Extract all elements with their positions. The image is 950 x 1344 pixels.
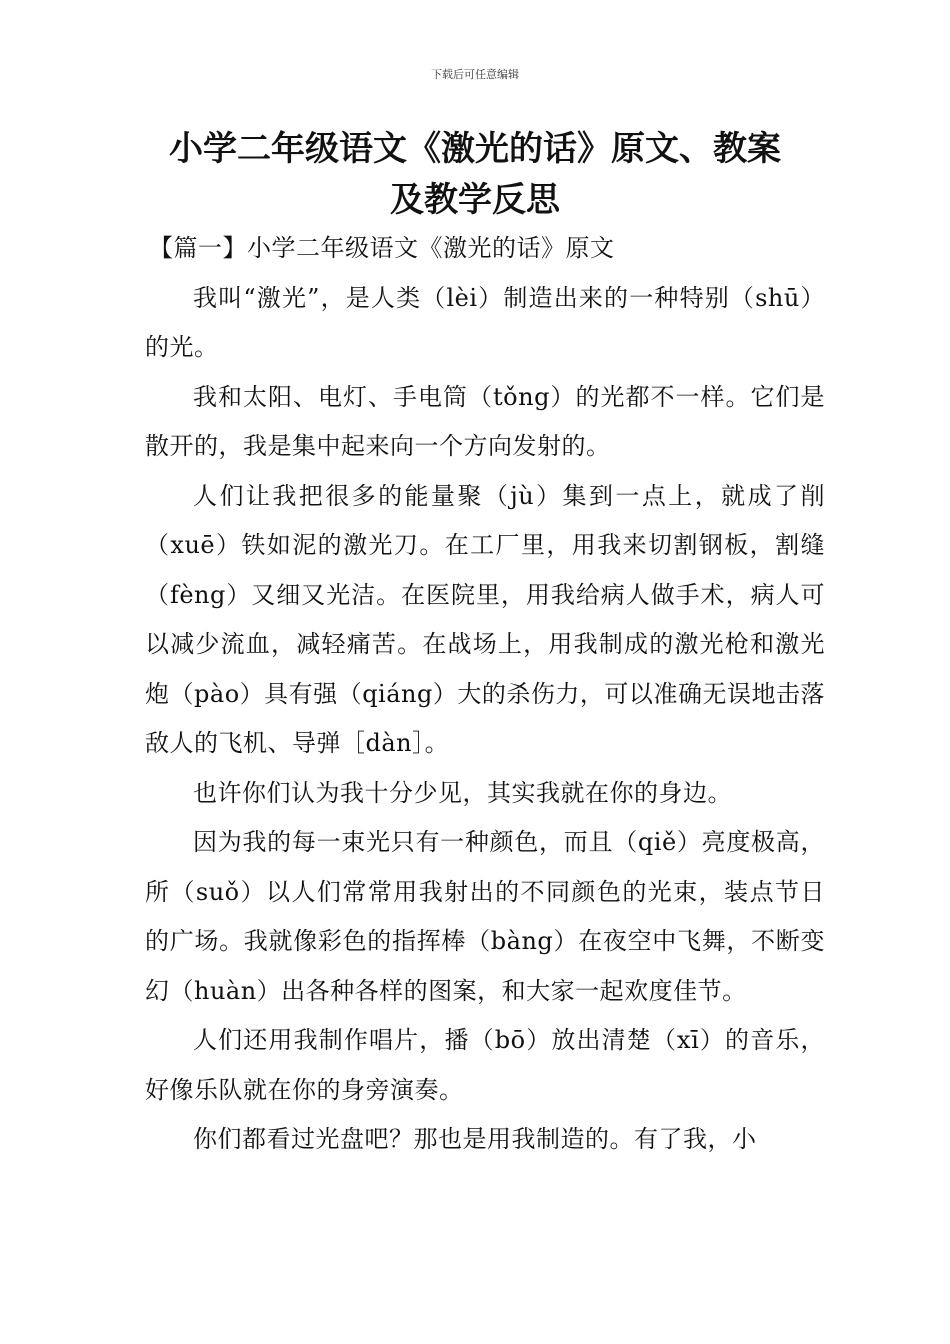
paragraph: 你们都看过光盘吧？那也是用我制造的。有了我，小 [193, 1125, 757, 1153]
title-line-1: 小学二年级语文《激光的话》原文、教案 [169, 129, 781, 169]
section-heading: 【篇一】小学二年级语文《激光的话》原文 [149, 234, 615, 262]
title-line-2: 及教学反思 [390, 180, 560, 220]
paragraph: 我和太阳、电灯、手电筒（tǒng）的光都不一样。它们是散开的，我是集中起来向一个方向发射的。 [145, 382, 825, 460]
paragraph: 因为我的每一束光只有一种颜色，而且（qiě）亮度极高，所（suǒ）以人们常常用我射出的不同颜色的光束，装点节日的广场。我就像彩色的指挥棒（bàng）在夜空中飞舞，不断变幻（huàn）出各种各样的图案，和大家一起欢度佳节。 [145, 828, 825, 1005]
paragraph: 我叫“激光”，是人类（lèi）制造出来的一种特别（shū）的光。 [145, 283, 825, 361]
document-title [120, 124, 830, 226]
document-body [145, 224, 825, 1165]
paragraph: 也许你们认为我十分少见，其实我就在你的身边。 [193, 778, 732, 807]
header-note: 下载后可任意编辑 [431, 68, 519, 81]
paragraph: 人们还用我制作唱片，播（bō）放出清楚（xī）的音乐，好像乐队就在你的身旁演奏。 [145, 1026, 825, 1104]
paragraph: 人们让我把很多的能量聚（jù）集到一点上，就成了削（xuē）铁如泥的激光刀。在工厂里，用我来切割钢板，割缝（fèng）又细又光洁。在医院里，用我给病人做手术，病人可以减少流血，减轻痛苦。在战场上，用我制成的激光枪和激光炮（pào）具有强（qiáng）大的杀伤力，可以准确无误地击落敌人的飞机、导弹［dàn］。 [145, 481, 825, 757]
